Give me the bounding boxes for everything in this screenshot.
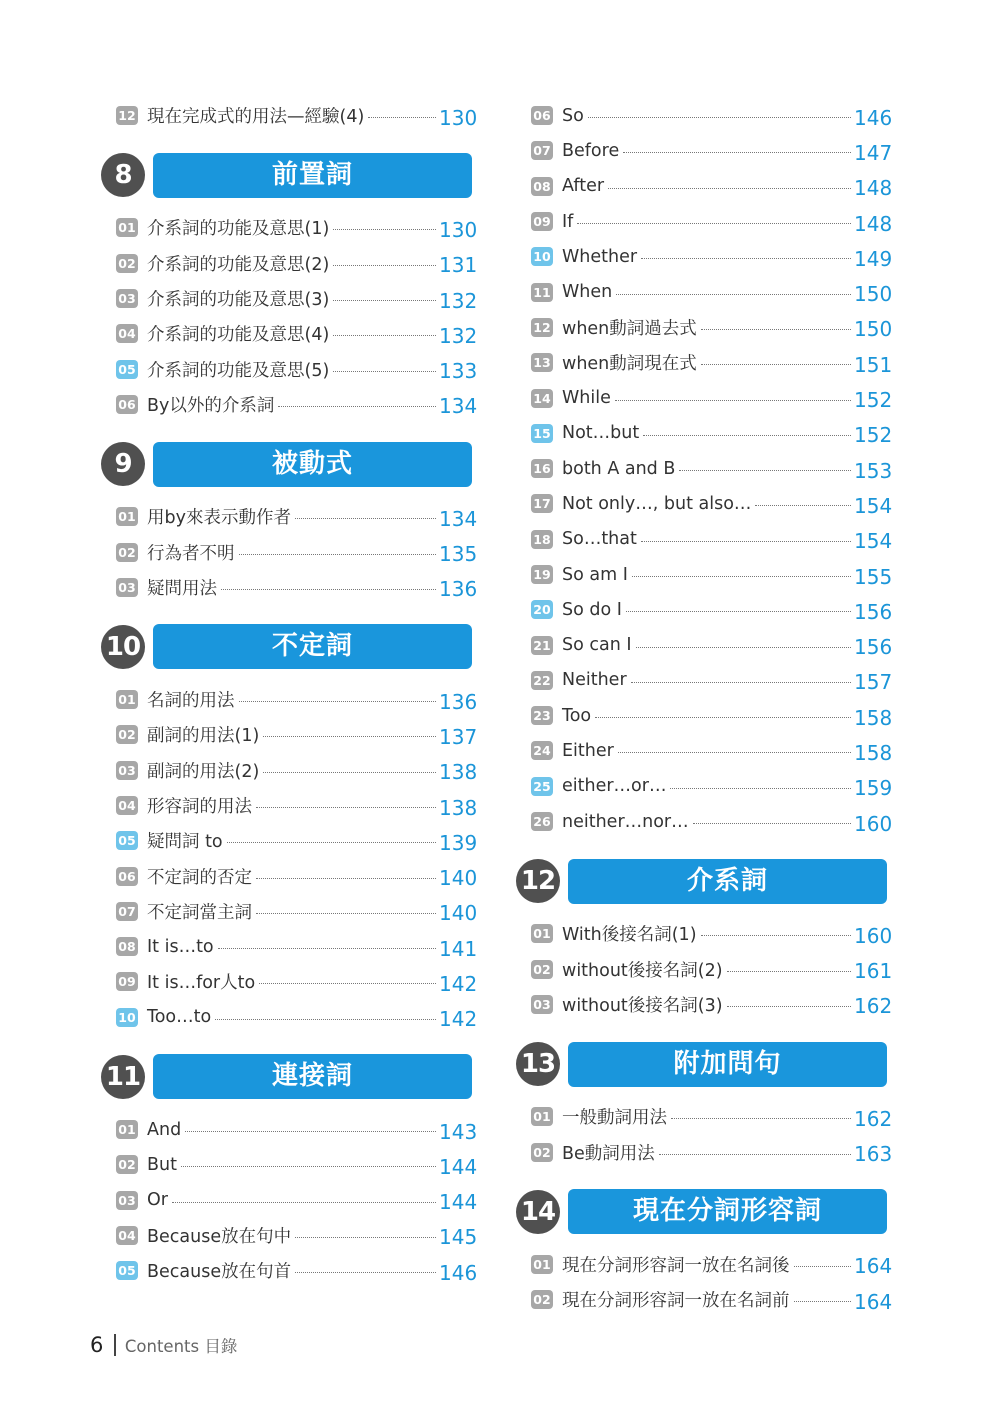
entry-title: 用by來表示動作者 [147,508,291,529]
entry-title: And [147,1119,182,1140]
chapter-title: 現在分詞形容詞 [568,1189,887,1234]
dot-leader [632,576,851,577]
toc-entry[interactable] [531,98,893,133]
dot-leader [239,701,437,702]
entry-number-badge: 05 [116,831,138,850]
entry-title: It is…to [147,936,214,957]
entry-number-badge: 02 [116,543,138,562]
entry-number-badge: 12 [116,106,138,125]
dot-leader [595,717,851,718]
entry-number-badge: 16 [531,459,553,478]
toc-entry[interactable] [531,380,893,415]
dot-leader [577,223,851,224]
entry-page-number: 150 [854,282,893,307]
dot-leader [256,807,436,808]
entry-title: 介系詞的功能及意思(2) [147,254,330,275]
chapter-title: 不定詞 [153,624,472,669]
entry-page-number: 140 [439,866,478,891]
chapter-header [516,858,887,904]
dot-leader [670,788,851,789]
dot-leader [263,772,436,773]
entry-page-number: 158 [854,740,893,765]
page-number: 6 [90,1333,104,1357]
toc-entry[interactable] [531,345,893,380]
footer-divider [114,1334,116,1356]
entry-page-number: 138 [439,795,478,820]
dot-leader [679,470,851,471]
entry-page-number: 136 [439,689,478,714]
entry-page-number: 146 [854,105,893,130]
chapter-header [516,1189,887,1235]
entry-page-number: 148 [854,211,893,236]
dot-leader [631,682,851,683]
entry-title: So…that [562,529,637,550]
entry-page-number: 156 [854,635,893,660]
toc-entry[interactable] [116,351,478,386]
entry-number-badge: 02 [116,725,138,744]
chapter-number: 11 [101,1055,145,1099]
toc-entry[interactable] [531,416,893,451]
toc-entry[interactable] [531,663,893,698]
entry-page-number: 160 [854,923,893,948]
entry-title: 不定詞的否定 [147,867,252,888]
entry-number-badge: 19 [531,565,553,584]
dot-leader [588,117,851,118]
entry-title: If [562,211,574,232]
chapter-header [101,441,472,487]
toc-entry[interactable] [531,451,893,486]
toc-entry[interactable] [116,858,478,893]
entry-number-badge: 10 [116,1008,138,1027]
toc-entry[interactable] [116,1112,478,1147]
entry-number-badge: 09 [531,212,553,231]
entry-page-number: 144 [439,1154,478,1179]
entry-page-number: 133 [439,359,478,384]
entry-page-number: 140 [439,901,478,926]
entry-number-badge: 05 [116,360,138,379]
toc-entry[interactable] [531,1247,893,1282]
dot-leader [215,1019,436,1020]
entry-title: But [147,1154,177,1175]
entry-title: 副詞的用法(2) [147,761,260,782]
dot-leader [295,1272,436,1273]
footer-label: Contents 目錄 [124,1337,238,1356]
entry-page-number: 136 [439,577,478,602]
toc-entry[interactable] [531,486,893,521]
toc-entry[interactable] [116,964,478,999]
dot-leader [185,1131,436,1132]
entry-title: without後接名詞(3) [562,995,723,1016]
dot-leader [794,1266,852,1267]
dot-leader [278,406,436,407]
entry-title: 副詞的用法(1) [147,726,260,747]
toc-entry[interactable] [116,246,478,281]
toc-right-column [520,98,893,1317]
entry-page-number: 161 [854,959,893,984]
entry-page-number: 141 [439,936,478,961]
entry-title: So can I [562,635,632,656]
dot-leader [608,188,851,189]
dot-leader [181,1166,436,1167]
entry-title: Or [147,1190,168,1211]
chapter-title: 前置詞 [153,153,472,198]
chapter-title: 被動式 [153,442,472,487]
entry-number-badge: 07 [116,902,138,921]
entry-page-number: 146 [439,1260,478,1285]
dot-leader [623,152,851,153]
entry-number-badge: 04 [116,1226,138,1245]
toc-entry[interactable] [531,769,893,804]
entry-page-number: 134 [439,394,478,419]
entry-number-badge: 25 [531,777,553,796]
entry-page-number: 152 [854,423,893,448]
entry-page-number: 158 [854,705,893,730]
dot-leader [626,611,851,612]
toc-entry[interactable] [531,1134,893,1169]
dot-leader [615,400,851,401]
dot-leader [616,294,851,295]
entry-number-badge: 02 [116,1155,138,1174]
chapter-title: 附加問句 [568,1042,887,1087]
entry-number-badge: 15 [531,424,553,443]
toc-entry[interactable] [116,1000,478,1035]
toc-entry[interactable] [116,1183,478,1218]
entry-title: 疑問用法 [147,578,217,599]
dot-leader [618,752,851,753]
entry-page-number: 132 [439,288,478,313]
chapter-title: 介系詞 [568,859,887,904]
entry-number-badge: 04 [116,324,138,343]
entry-number-badge: 07 [531,141,553,160]
dot-leader [701,364,851,365]
toc-entry[interactable] [116,281,478,316]
entry-number-badge: 06 [531,106,553,125]
entry-number-badge: 01 [531,1255,553,1274]
entry-title: Either [562,740,614,761]
entry-title: when動詞現在式 [562,354,697,375]
toc-entry[interactable] [531,522,893,557]
entry-page-number: 137 [439,724,478,749]
entry-title: Because放在句首 [147,1262,292,1283]
entry-page-number: 154 [854,529,893,554]
toc-entry[interactable] [116,788,478,823]
entry-number-badge: 20 [531,600,553,619]
entry-page-number: 142 [439,971,478,996]
entry-title: When [562,282,613,303]
entry-number-badge: 03 [531,995,553,1014]
entry-page-number: 154 [854,493,893,518]
entry-page-number: 131 [439,253,478,278]
entry-title: 疑問詞 to [147,832,223,853]
entry-number-badge: 01 [116,218,138,237]
entry-number-badge: 03 [116,761,138,780]
entry-title: 介系詞的功能及意思(4) [147,325,330,346]
toc-entry[interactable] [531,133,893,168]
toc-entry[interactable] [531,310,893,345]
toc-left-column [105,98,478,1288]
entry-title: With後接名詞(1) [562,925,697,946]
dot-leader [256,878,436,879]
dot-leader [636,647,851,648]
entry-title: Before [562,140,620,161]
entry-page-number: 147 [854,140,893,165]
dot-leader [295,1237,436,1238]
entry-title: both A and B [562,458,676,479]
entry-number-badge: 24 [531,741,553,760]
entry-title: So [562,105,584,126]
entry-number-badge: 04 [116,796,138,815]
dot-leader [643,435,851,436]
dot-leader [333,265,436,266]
dot-leader [263,736,436,737]
chapter-number: 12 [516,859,560,903]
entry-title: neither…nor… [562,811,689,832]
entry-title: So am I [562,564,628,585]
entry-page-number: 139 [439,830,478,855]
dot-leader [693,823,851,824]
entry-title: Because放在句中 [147,1226,292,1247]
entry-number-badge: 05 [116,1261,138,1280]
entry-title: Not only…, but also… [562,493,752,514]
toc-entry[interactable] [531,916,893,951]
toc-entry[interactable] [116,682,478,717]
toc-entry[interactable] [116,1147,478,1182]
entry-number-badge: 06 [116,867,138,886]
entry-page-number: 157 [854,670,893,695]
entry-page-number: 145 [439,1225,478,1250]
entry-number-badge: 02 [531,1290,553,1309]
entry-page-number: 142 [439,1007,478,1032]
entry-page-number: 163 [854,1142,893,1167]
toc-entry[interactable] [116,1218,478,1253]
toc-entry[interactable] [116,823,478,858]
entry-page-number: 162 [854,1106,893,1131]
dot-leader [333,300,436,301]
entry-number-badge: 14 [531,389,553,408]
entry-number-badge: 23 [531,706,553,725]
entry-title: either…or… [562,776,667,797]
entry-page-number: 138 [439,760,478,785]
toc-entry[interactable] [116,534,478,569]
entry-title: 介系詞的功能及意思(5) [147,360,330,381]
toc-entry[interactable] [531,698,893,733]
entry-number-badge: 01 [116,690,138,709]
entry-number-badge: 03 [116,578,138,597]
dot-leader [221,589,436,590]
chapter-number: 14 [516,1190,560,1234]
entry-title: While [562,388,611,409]
dot-leader [333,371,436,372]
toc-entry[interactable] [116,570,478,605]
dot-leader [659,1154,851,1155]
toc-entry[interactable] [531,169,893,204]
dot-leader [727,1006,851,1007]
entry-number-badge: 17 [531,494,553,513]
entry-number-badge: 01 [116,1120,138,1139]
toc-entry[interactable] [531,1099,893,1134]
toc-entry[interactable] [531,274,893,309]
entry-page-number: 156 [854,599,893,624]
toc-entry[interactable] [116,499,478,534]
entry-title: Neither [562,670,627,691]
toc-entry[interactable] [116,98,478,133]
entry-page-number: 160 [854,811,893,836]
entry-number-badge: 03 [116,1191,138,1210]
entry-page-number: 150 [854,317,893,342]
dot-leader [259,983,436,984]
entry-page-number: 148 [854,176,893,201]
entry-page-number: 130 [439,217,478,242]
toc-entry[interactable] [116,387,478,422]
entry-page-number: 144 [439,1190,478,1215]
toc-entry[interactable] [116,929,478,964]
toc-entry[interactable] [531,204,893,239]
dot-leader [239,554,437,555]
entry-number-badge: 03 [116,289,138,308]
entry-number-badge: 01 [116,507,138,526]
entry-number-badge: 10 [531,247,553,266]
chapter-header [101,1054,472,1100]
entry-title: It is…for人to [147,973,256,994]
entry-title: 行為者不明 [147,543,235,564]
entry-number-badge: 09 [116,972,138,991]
entry-title: After [562,176,605,197]
entry-number-badge: 08 [116,937,138,956]
toc-entry[interactable] [531,239,893,274]
dot-leader [368,117,436,118]
entry-title: So do I [562,599,622,620]
entry-page-number: 153 [854,458,893,483]
entry-title: Too [562,705,592,726]
dot-leader [641,258,851,259]
entry-title: 形容詞的用法 [147,797,252,817]
toc-entry[interactable] [531,733,893,768]
chapter-number: 8 [101,153,145,197]
chapter-header [101,152,472,198]
entry-number-badge: 02 [531,960,553,979]
entry-title: without後接名詞(2) [562,960,723,981]
toc-entry[interactable] [116,753,478,788]
chapter-header [101,624,472,670]
entry-title: 現在分詞形容詞一放在名詞前 [562,1291,790,1312]
toc-entry[interactable] [531,952,893,987]
entry-page-number: 164 [854,1254,893,1279]
entry-page-number: 132 [439,323,478,348]
entry-title: Be動詞用法 [562,1143,655,1164]
entry-page-number: 135 [439,542,478,567]
toc-entry[interactable] [531,592,893,627]
dot-leader [227,842,436,843]
entry-page-number: 159 [854,776,893,801]
entry-title: 現在完成式的用法—經驗(4) [147,107,365,128]
chapter-number: 9 [101,442,145,486]
chapter-header [516,1041,887,1087]
dot-leader [671,1118,851,1119]
entry-title: Not…but [562,423,640,444]
dot-leader [295,518,436,519]
chapter-number: 10 [101,625,145,669]
dot-leader [701,329,851,330]
entry-number-badge: 01 [531,1107,553,1126]
toc-entry[interactable] [116,1253,478,1288]
entry-title: 介系詞的功能及意思(1) [147,219,330,240]
toc-entry[interactable] [116,316,478,351]
entry-number-badge: 12 [531,318,553,337]
toc-entry[interactable] [531,987,893,1022]
dot-leader [641,541,851,542]
entry-title: Whether [562,246,638,267]
entry-number-badge: 02 [116,254,138,273]
entry-number-badge: 11 [531,283,553,302]
dot-leader [218,948,436,949]
dot-leader [256,913,436,914]
page-footer [90,1333,237,1357]
dot-leader [701,935,851,936]
entry-page-number: 151 [854,352,893,377]
entry-number-badge: 06 [116,395,138,414]
toc-entry[interactable] [531,804,893,839]
dot-leader [333,229,436,230]
entry-number-badge: 08 [531,177,553,196]
entry-number-badge: 21 [531,636,553,655]
entry-page-number: 134 [439,506,478,531]
entry-number-badge: 26 [531,812,553,831]
entry-title: when動詞過去式 [562,318,697,339]
toc-entry[interactable] [531,557,893,592]
entry-page-number: 143 [439,1119,478,1144]
toc-entry[interactable] [531,1282,893,1317]
entry-number-badge: 01 [531,924,553,943]
entry-number-badge: 13 [531,353,553,372]
chapter-number: 13 [516,1042,560,1086]
dot-leader [727,971,851,972]
entry-title: By以外的介系詞 [147,395,275,416]
entry-page-number: 152 [854,388,893,413]
dot-leader [755,505,851,506]
entry-page-number: 149 [854,246,893,271]
dot-leader [794,1301,852,1302]
dot-leader [172,1202,436,1203]
toc-entry[interactable] [531,627,893,662]
chapter-title: 連接詞 [153,1054,472,1099]
toc-entry[interactable] [116,210,478,245]
entry-title: 現在分詞形容詞一放在名詞後 [562,1255,790,1276]
entry-page-number: 164 [854,1289,893,1314]
entry-page-number: 155 [854,564,893,589]
entry-title: 一般動詞用法 [562,1108,667,1129]
entry-number-badge: 02 [531,1143,553,1162]
entry-title: 介系詞的功能及意思(3) [147,290,330,311]
entry-number-badge: 22 [531,671,553,690]
entry-title: Too…to [147,1007,212,1028]
entry-page-number: 162 [854,994,893,1019]
toc-entry[interactable] [116,717,478,752]
entry-number-badge: 18 [531,530,553,549]
dot-leader [333,335,436,336]
entry-page-number: 130 [439,105,478,130]
toc-entry[interactable] [116,894,478,929]
entry-title: 不定詞當主詞 [147,902,252,923]
entry-title: 名詞的用法 [147,691,235,712]
